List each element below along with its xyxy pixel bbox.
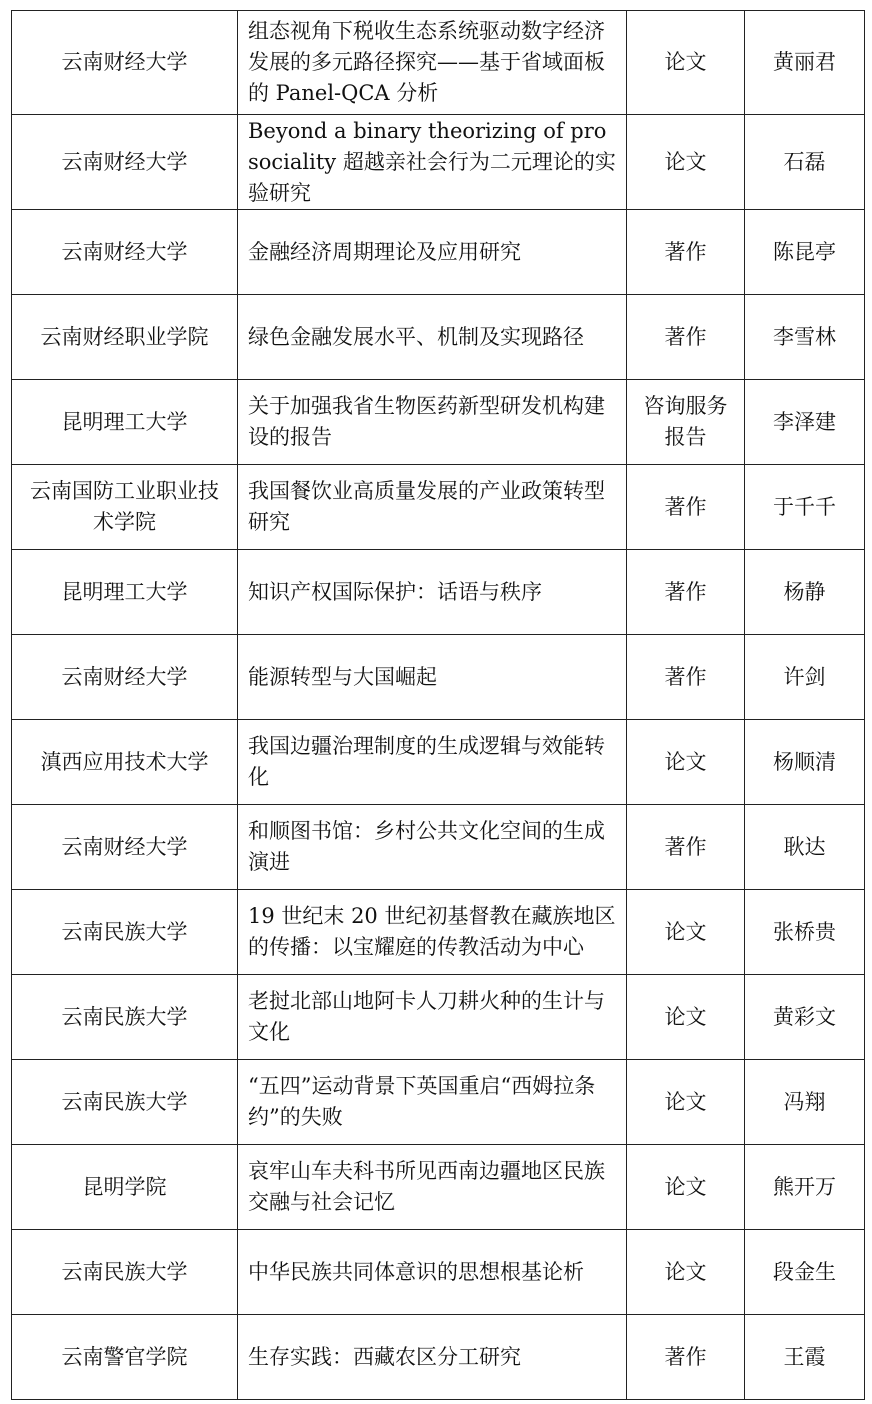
title-cell: 组态视角下税收生态系统驱动数字经济发展的多元路径探究——基于省域面板的 Panel-QCA 分析 xyxy=(238,11,627,115)
table-row xyxy=(12,115,865,210)
school-cell: 云南财经大学 xyxy=(12,115,238,210)
type-cell: 论文 xyxy=(627,720,745,805)
table-row xyxy=(12,1145,865,1230)
type-cell: 著作 xyxy=(627,295,745,380)
type-cell: 著作 xyxy=(627,635,745,720)
author-cell: 黄丽君 xyxy=(745,11,865,115)
table-row xyxy=(12,805,865,890)
type-cell: 论文 xyxy=(627,890,745,975)
title-cell: 生存实践：西藏农区分工研究 xyxy=(238,1315,627,1400)
school-cell: 云南财经大学 xyxy=(12,11,238,115)
school-cell: 云南财经大学 xyxy=(12,635,238,720)
title-cell: 中华民族共同体意识的思想根基论析 xyxy=(238,1230,627,1315)
achievements-table xyxy=(11,10,865,1400)
author-cell: 杨静 xyxy=(745,550,865,635)
author-cell: 许剑 xyxy=(745,635,865,720)
author-cell: 于千千 xyxy=(745,465,865,550)
type-cell: 著作 xyxy=(627,210,745,295)
title-cell: 和顺图书馆：乡村公共文化空间的生成演进 xyxy=(238,805,627,890)
table-row xyxy=(12,1315,865,1400)
type-cell: 著作 xyxy=(627,550,745,635)
table-row xyxy=(12,295,865,380)
table-row xyxy=(12,1060,865,1145)
author-cell: 段金生 xyxy=(745,1230,865,1315)
school-cell: 云南财经大学 xyxy=(12,805,238,890)
type-cell: 著作 xyxy=(627,465,745,550)
title-cell: 绿色金融发展水平、机制及实现路径 xyxy=(238,295,627,380)
title-cell: 我国餐饮业高质量发展的产业政策转型研究 xyxy=(238,465,627,550)
type-cell: 论文 xyxy=(627,1145,745,1230)
author-cell: 李雪林 xyxy=(745,295,865,380)
title-cell: 知识产权国际保护：话语与秩序 xyxy=(238,550,627,635)
table-body xyxy=(12,11,865,1400)
type-cell: 著作 xyxy=(627,1315,745,1400)
author-cell: 杨顺清 xyxy=(745,720,865,805)
title-cell: “五四”运动背景下英国重启“西姆拉条约”的失败 xyxy=(238,1060,627,1145)
author-cell: 冯翔 xyxy=(745,1060,865,1145)
title-cell: 关于加强我省生物医药新型研发机构建设的报告 xyxy=(238,380,627,465)
author-cell: 王霞 xyxy=(745,1315,865,1400)
school-cell: 云南警官学院 xyxy=(12,1315,238,1400)
title-cell: 哀牢山车夫科书所见西南边疆地区民族交融与社会记忆 xyxy=(238,1145,627,1230)
table-row xyxy=(12,210,865,295)
author-cell: 黄彩文 xyxy=(745,975,865,1060)
type-cell: 咨询服务报告 xyxy=(627,380,745,465)
table-row xyxy=(12,975,865,1060)
type-cell: 论文 xyxy=(627,975,745,1060)
school-cell: 云南财经大学 xyxy=(12,210,238,295)
title-cell: 老挝北部山地阿卡人刀耕火种的生计与文化 xyxy=(238,975,627,1060)
table-row xyxy=(12,550,865,635)
author-cell: 熊开万 xyxy=(745,1145,865,1230)
author-cell: 张桥贵 xyxy=(745,890,865,975)
table-row xyxy=(12,720,865,805)
school-cell: 云南国防工业职业技术学院 xyxy=(12,465,238,550)
table-row xyxy=(12,465,865,550)
table-row xyxy=(12,380,865,465)
author-cell: 陈昆亭 xyxy=(745,210,865,295)
title-cell: 19 世纪末 20 世纪初基督教在藏族地区的传播：以宝耀庭的传教活动为中心 xyxy=(238,890,627,975)
author-cell: 石磊 xyxy=(745,115,865,210)
school-cell: 云南民族大学 xyxy=(12,890,238,975)
school-cell: 昆明学院 xyxy=(12,1145,238,1230)
title-cell: 我国边疆治理制度的生成逻辑与效能转化 xyxy=(238,720,627,805)
school-cell: 云南财经职业学院 xyxy=(12,295,238,380)
type-cell: 论文 xyxy=(627,1230,745,1315)
title-cell: 金融经济周期理论及应用研究 xyxy=(238,210,627,295)
table-row xyxy=(12,1230,865,1315)
school-cell: 云南民族大学 xyxy=(12,1060,238,1145)
author-cell: 李泽建 xyxy=(745,380,865,465)
school-cell: 云南民族大学 xyxy=(12,1230,238,1315)
school-cell: 滇西应用技术大学 xyxy=(12,720,238,805)
type-cell: 论文 xyxy=(627,1060,745,1145)
table-row xyxy=(12,11,865,115)
school-cell: 昆明理工大学 xyxy=(12,380,238,465)
table-row xyxy=(12,635,865,720)
school-cell: 昆明理工大学 xyxy=(12,550,238,635)
type-cell: 著作 xyxy=(627,805,745,890)
author-cell: 耿达 xyxy=(745,805,865,890)
type-cell: 论文 xyxy=(627,11,745,115)
title-cell: Beyond a binary theorizing of prosociality 超越亲社会行为二元理论的实验研究 xyxy=(238,115,627,210)
school-cell: 云南民族大学 xyxy=(12,975,238,1060)
title-cell: 能源转型与大国崛起 xyxy=(238,635,627,720)
type-cell: 论文 xyxy=(627,115,745,210)
table-row xyxy=(12,890,865,975)
